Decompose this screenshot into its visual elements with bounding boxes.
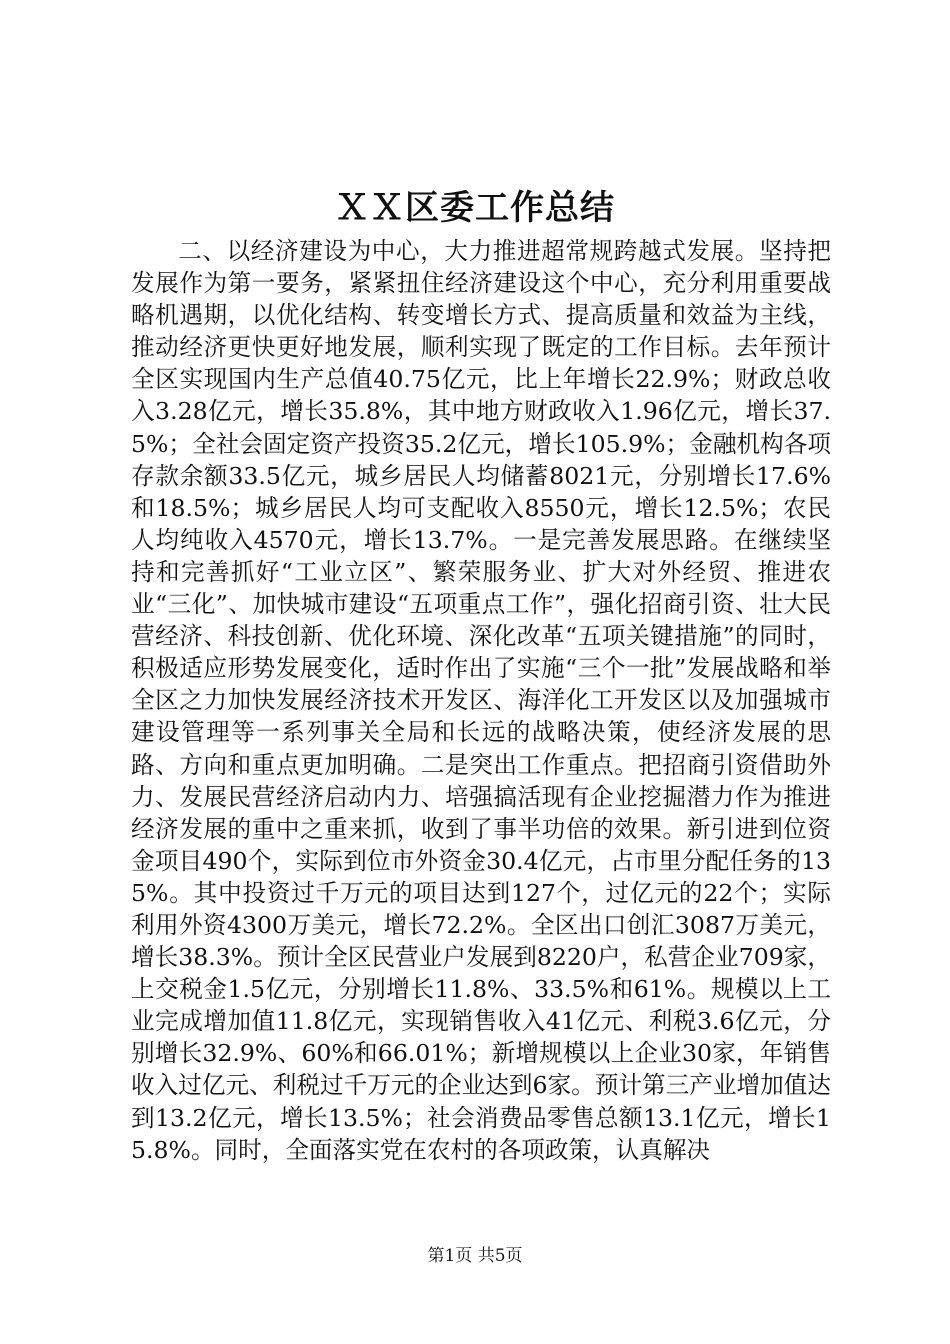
document-title: ＸＸ区委工作总结 bbox=[335, 188, 615, 228]
body-paragraph: 二、以经济建设为中心，大力推进超常规跨越式发展。坚持把发展作为第一要务，紧紧扭住经济建设这个中心，充分利用重要战略机遇期，以优化结构、转变增长方式、提高质量和效益为主线，推动经济更快更好地发展，顺利实现了既定的工作目标。去年预计全区实现国内生产总值40.75亿元，比上年增长22.9%；财政总收入3.28亿元，增长35.8%，其中地方财政收入1.96亿元，增长37.5%；全社会固定资产投资35.2亿元，增长105.9%；金融机构各项存款余额33.5亿元，城乡居民人均储蓄8021元，分别增长17.6%和18.5%；城乡居民人均可支配收入8550元，增长12.5%；农民人均纯收入4570元，增长13.7%。一是完善发展思路。在继续坚持和完善抓好“工业立区”、繁荣服务业、扩大对外经贸、推进农业“三化”、加快城市建设“五项重点工作”，强化招商引资、壮大民营经济、科技创新、优化环境、深化改革“五项关键措施”的同时，积极适应形势发展变化，适时作出了实施“三个一批”发展战略和举全区之力加快发展经济技术开发区、海洋化工开发区以及加强城市建设管理等一系列事关全局和长远的战略决策，使经济发展的思路、方向和重点更加明确。二是突出工作重点。把招商引资借助外力、发展民营经济启动内力、培强搞活现有企业挖掘潜力作为推进经济发展的重中之重来抓，收到了事半功倍的效果。新引进到位资金项目490个，实际到位市外资金30.4亿元，占市里分配任务的135%。其中投资过千万元的项目达到127个，过亿元的22个；实际利用外资4300万美元，增长72.2%。全区出口创汇3087万美元，增长38.3%。预计全区民营业户发展到8220户，私营企业709家，上交税金1.5亿元，分别增长11.8%、33.5%和61%。规模以上工业完成增加值11.8亿元，实现销售收入41亿元、利税3.6亿元，分别增长32.9%、60%和66.01%；新增规模以上企业30家，年销售收入过亿元、利税过千万元的企业达到6家。预计第三产业增加值达到13.2亿元，增长13.5%；社会消费品零售总额13.1亿元，增长15.8%。同时，全面落实党在农村的各项政策，认真解决 bbox=[131, 237, 831, 1164]
page-number: 第1页 共5页 bbox=[427, 1246, 523, 1266]
